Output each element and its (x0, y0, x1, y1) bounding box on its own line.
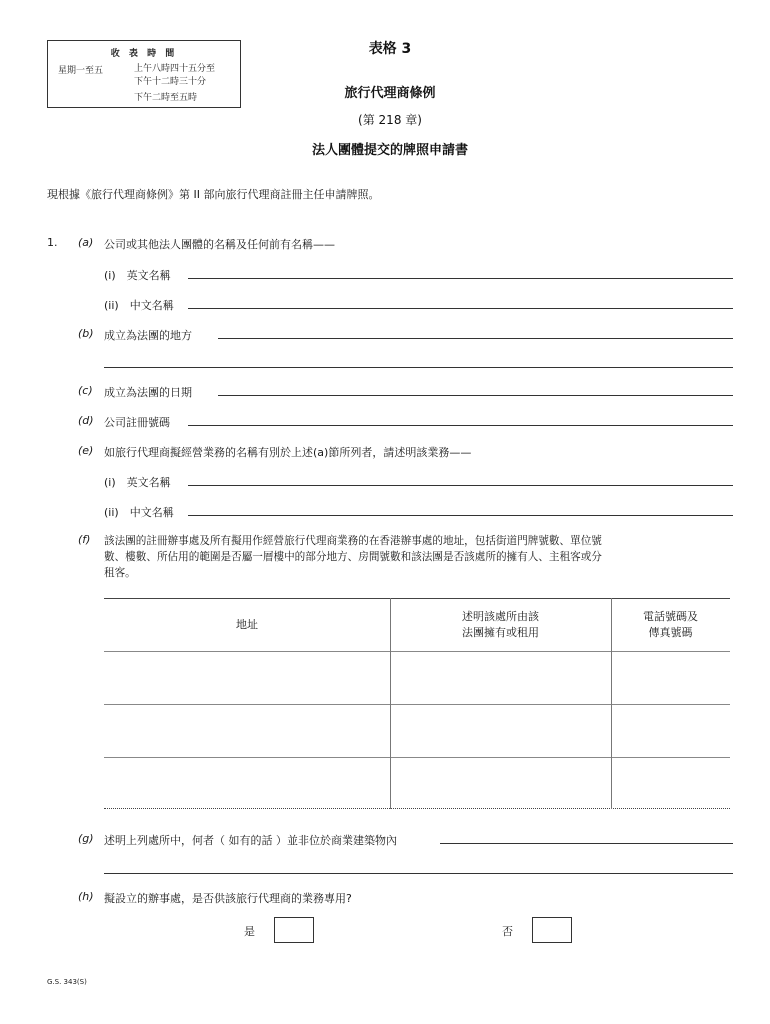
item-a-english-field[interactable] (188, 278, 733, 279)
item-c-field[interactable] (218, 395, 733, 396)
item-e-label: 如旅行代理商擬經營業務的名稱有別於上述(a)節所列者，請述明該業務—— (104, 446, 472, 459)
chapter-number: (第 218 章) (358, 113, 422, 127)
item-f-text-line3: 租客。 (104, 567, 136, 579)
item-f-text-line1: 該法團的註冊辦事處及所有擬用作經營旅行代理商業務的在香港辦事處的地址，包括街道門牌號數、單位號 (104, 535, 602, 547)
table-bottom-border (104, 808, 730, 809)
item-b-label: 成立為法團的地方 (104, 329, 192, 342)
table-header-ownership-1: 述明該處所由該 (462, 610, 539, 623)
yes-checkbox[interactable] (274, 917, 314, 943)
no-checkbox[interactable] (532, 917, 572, 943)
office-hours-slot2: 下午二時至五時 (134, 93, 198, 103)
item-c-letter: (c) (78, 384, 93, 397)
item-g-field-line2[interactable] (104, 873, 733, 874)
table-row-border (104, 704, 730, 705)
item-f-letter: (f) (78, 533, 91, 546)
item-a-english-label: (i) 英文名稱 (104, 269, 171, 282)
table-header-phone-1: 電話號碼及 (643, 610, 698, 623)
form-title: 法人團體提交的牌照申請書 (311, 143, 468, 158)
item-e-letter: (e) (78, 444, 94, 457)
ordinance-title: 旅行代理商條例 (344, 86, 436, 101)
item-d-label: 公司註冊號碼 (104, 416, 170, 429)
item-h-letter: (h) (78, 890, 94, 903)
item-g-field[interactable] (440, 843, 733, 844)
item-a-chinese-label: (ii) 中文名稱 (104, 299, 174, 312)
item-f-text-line2: 數、樓數、所佔用的範圍是否屬一層樓中的部分地方、房間號數和該法團是否該處所的擁有人、主租客或分 (104, 551, 602, 563)
office-hours-slot1b: 下午十二時三十分 (134, 77, 207, 87)
item-e-chinese-field[interactable] (188, 515, 733, 516)
office-hours-title: 收 表 時 間 (110, 49, 178, 59)
table-header-phone-2: 傳真號碼 (648, 626, 693, 639)
table-header-border (104, 651, 730, 652)
item-g-label: 述明上列處所中，何者（ 如有的話 ）並非位於商業建築物內 (104, 834, 397, 847)
no-label: 否 (502, 925, 513, 938)
item-b-letter: (b) (78, 327, 94, 340)
item-e-chinese-label: (ii) 中文名稱 (104, 506, 174, 519)
item-a-letter: (a) (78, 236, 94, 249)
item-d-field[interactable] (188, 425, 733, 426)
intro-statement: 現根據《旅行代理商條例》第 II 部向旅行代理商註冊主任申請牌照。 (47, 188, 380, 201)
item-a-label: 公司或其他法人團體的名稱及任何前有名稱—— (104, 238, 335, 251)
form-number: 表格 3 (368, 41, 412, 57)
item-c-label: 成立為法團的日期 (104, 386, 192, 399)
table-header-address: 地址 (236, 618, 258, 631)
yes-label: 是 (244, 925, 255, 938)
table-row-border (104, 757, 730, 758)
item-b-field[interactable] (218, 338, 733, 339)
item-e-english-label: (i) 英文名稱 (104, 476, 171, 489)
item-d-letter: (d) (78, 414, 94, 427)
office-hours-box (47, 40, 241, 108)
item-e-english-field[interactable] (188, 485, 733, 486)
office-hours-slot1: 上午八時四十五分至 (134, 64, 216, 74)
item-a-chinese-field[interactable] (188, 308, 733, 309)
table-header-ownership-2: 法團擁有或租用 (462, 626, 539, 639)
item-h-label: 擬設立的辦事處，是否供該旅行代理商的業務專用? (104, 892, 352, 905)
item-b-field-line2[interactable] (104, 367, 733, 368)
table-top-border (104, 598, 730, 599)
office-hours-days: 星期一至五 (58, 66, 104, 76)
form-code: G.S. 343(S) (47, 978, 87, 986)
item-g-letter: (g) (78, 832, 94, 845)
question-number: 1. (47, 236, 58, 249)
